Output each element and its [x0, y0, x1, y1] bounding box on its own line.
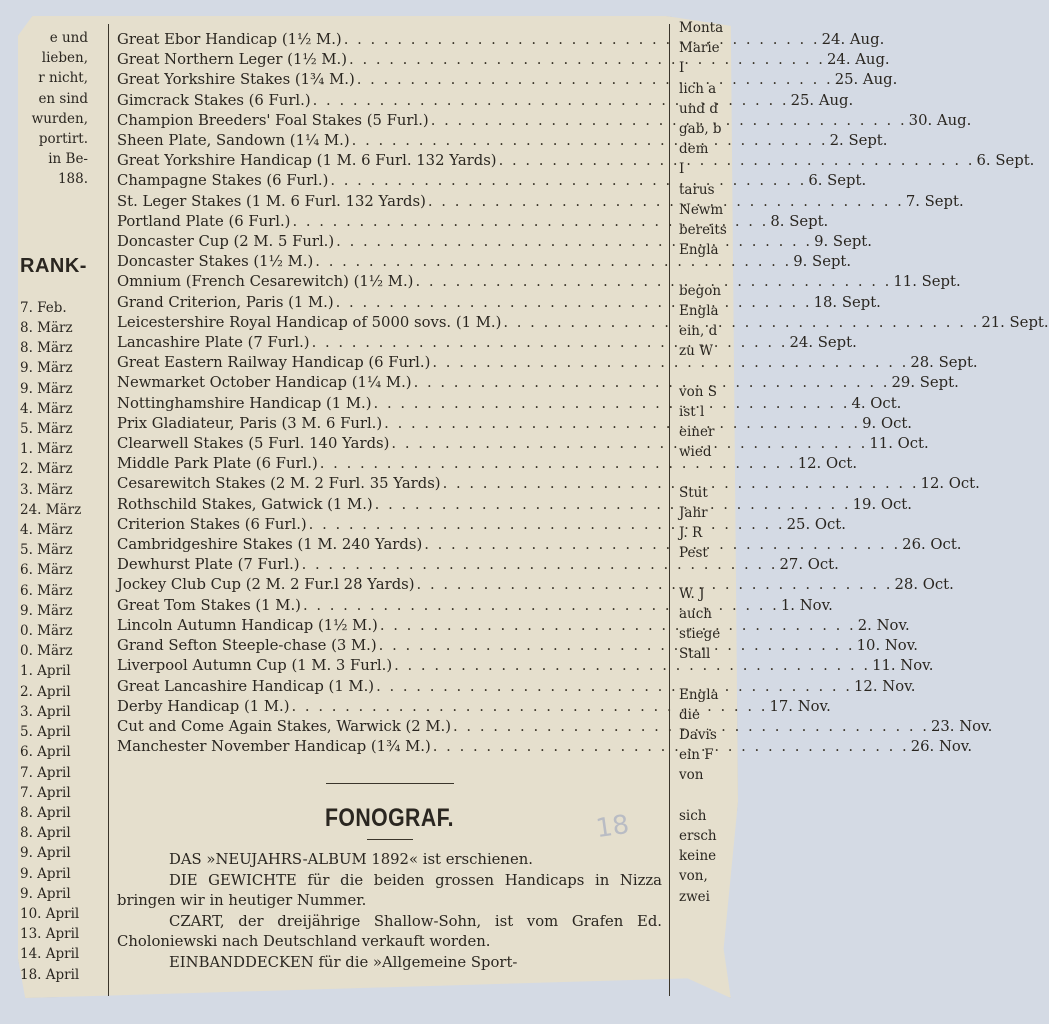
column-rule-left — [108, 24, 109, 996]
right-text-fragment: ist l — [679, 403, 705, 420]
left-date-entry: 7. April — [20, 764, 71, 781]
right-text-fragment: Monta — [679, 20, 724, 36]
left-date-entry: 2. April — [20, 683, 71, 700]
dot-leader — [499, 151, 975, 171]
right-text-fragment: Stall — [679, 646, 711, 663]
race-date: 25. Oct. — [786, 515, 846, 533]
left-date-entry: 9. März — [20, 602, 73, 619]
left-date-entry: 18. April — [20, 966, 80, 983]
race-date: 9. Sept. — [814, 233, 872, 251]
right-text-fragment — [679, 260, 731, 280]
left-date-entry: 8. April — [20, 825, 71, 842]
left-date-entry: 6. April — [20, 744, 71, 761]
right-text-fragment: Stut — [679, 484, 708, 501]
right-text-fragment: Pest — [679, 545, 708, 562]
left-text-fragment: portirt. — [38, 131, 88, 148]
race-date: 2. Nov. — [857, 616, 910, 634]
right-text-fragment: begon — [679, 282, 722, 299]
section-title: FONOGRAF. — [325, 804, 454, 833]
left-text-fragment: lieben, — [41, 50, 88, 67]
left-date-entry: 9. April — [20, 845, 71, 862]
race-date: 27. Oct. — [779, 556, 839, 574]
race-name: Doncaster Cup (2 M. 5 Furl.) — [117, 233, 335, 251]
race-name: Great Northern Leger (1½ M.) — [117, 51, 348, 69]
race-row — [117, 454, 858, 474]
right-text-fragment: die — [679, 706, 700, 723]
right-text-fragment: wied — [679, 444, 712, 461]
race-name: Grand Sefton Steeple-chase (3 M.) — [117, 637, 377, 655]
race-name: Liverpool Autumn Cup (1 M. 3 Furl.) — [117, 657, 393, 675]
race-name: Champagne Stakes (6 Furl.) — [117, 172, 329, 190]
news-paragraph: DIE GEWICHTE für die beiden grossen Handicaps in Nizza bringen wir in heutiger Nummer. — [117, 871, 662, 910]
dot-leader — [391, 434, 867, 454]
left-column — [20, 28, 108, 985]
section-title-rule — [367, 839, 413, 840]
race-date: 18. Sept. — [813, 293, 881, 311]
race-date: 28. Oct. — [894, 576, 954, 594]
race-date: 12. Oct. — [920, 475, 980, 493]
race-name: Gimcrack Stakes (6 Furl.) — [117, 91, 311, 109]
race-date: 10. Nov. — [856, 637, 919, 655]
left-date-entry: 7. Feb. — [20, 299, 67, 316]
race-date: 7. Sept. — [905, 192, 964, 210]
race-name: Rothschild Stakes, Gatwick (1 M.) — [117, 495, 373, 513]
left-date-entry: 24. März — [20, 501, 82, 518]
right-text-fragment — [679, 361, 731, 381]
right-text-fragment: von, — [679, 868, 708, 885]
race-date: 25. Aug. — [834, 71, 898, 89]
right-text-fragment — [679, 462, 731, 482]
dot-leader — [379, 636, 855, 656]
left-date-entry: 13. April — [20, 926, 80, 943]
right-text-fragment: I — [679, 161, 685, 178]
rank-heading-fragment: RANK- — [20, 254, 87, 277]
race-name: Great Eastern Railway Handicap (6 Furl.) — [117, 354, 431, 372]
race-name: Leicestershire Royal Handicap of 5000 sovs. (1 M.) — [117, 313, 502, 331]
dot-leader — [394, 656, 870, 676]
right-text-fragment: zwei — [679, 888, 710, 905]
left-text-fragments — [20, 28, 108, 190]
race-name: Portland Plate (6 Furl.) — [117, 212, 291, 230]
race-date: 9. Oct. — [862, 414, 913, 432]
right-text-fragment — [679, 786, 731, 806]
left-date-entry: 5. März — [20, 421, 73, 438]
dot-leader — [336, 232, 812, 252]
dot-leader — [349, 50, 825, 70]
news-paragraph: CZART, der dreijährige Shallow-Sohn, ist vom Grafen Ed. Choloniewski nach Deutschland verkauft worden. — [117, 912, 662, 951]
left-text-fragment: wurden, — [31, 110, 88, 127]
right-text-fragment: lich a — [679, 80, 717, 97]
right-text-fragment: von S — [679, 383, 717, 400]
race-name: Great Yorkshire Stakes (1¾ M.) — [117, 71, 355, 89]
left-text-fragment: r nicht, — [38, 70, 88, 87]
race-name: Cesarewitch Stakes (2 M. 2 Furl. 35 Yards) — [117, 475, 441, 493]
left-date-entry: 8. April — [20, 804, 71, 821]
race-name: Derby Handicap (1 M.) — [117, 697, 290, 715]
left-date-entry: 9. März — [20, 360, 73, 377]
dot-leader — [336, 293, 812, 313]
right-text-fragment: dem — [679, 141, 709, 158]
dot-leader — [352, 131, 828, 151]
right-text-fragment: J. R — [679, 525, 703, 542]
dot-leader — [376, 677, 852, 697]
race-name: Dewhurst Plate (7 Furl.) — [117, 556, 300, 574]
left-date-entry: 9. April — [20, 885, 71, 902]
race-name: Middle Park Plate (6 Furl.) — [117, 455, 318, 473]
right-text-fragment: Marie — [679, 40, 720, 57]
race-date: 9. Sept. — [793, 253, 852, 271]
right-text-fragment: Engla — [679, 302, 719, 319]
dot-leader — [503, 313, 979, 333]
race-name: Great Tom Stakes (1 M.) — [117, 596, 301, 614]
pencil-annotation: 18 — [594, 809, 632, 845]
dot-leader — [344, 30, 820, 50]
left-date-entry: 2. März — [20, 461, 73, 478]
left-date-entry: 4. März — [20, 522, 73, 539]
race-date: 25. Aug. — [790, 91, 854, 109]
left-date-entry: 3. April — [20, 703, 71, 720]
news-paragraph: EINBANDDECKEN für die »Allgemeine Sport- — [169, 953, 518, 971]
race-name: Lincoln Autumn Handicap (1½ M.) — [117, 616, 378, 634]
race-date: 1. Nov. — [780, 596, 833, 614]
dot-leader — [375, 495, 851, 515]
race-name: Jockey Club Cup (2 M. 2 Fur.l 28 Yards) — [117, 576, 415, 594]
right-text-fragment: Davis — [679, 727, 717, 744]
left-date-entry: 0. März — [20, 643, 73, 660]
left-date-entry: 7. April — [20, 784, 71, 801]
right-text-fragment: Engla — [679, 686, 719, 703]
dot-leader — [431, 111, 907, 131]
race-row — [117, 656, 934, 676]
race-date: 30. Aug. — [908, 111, 972, 129]
race-name: Grand Criterion, Paris (1 M.) — [117, 293, 334, 311]
race-date: 12. Nov. — [854, 677, 916, 695]
right-text-fragment: von — [679, 767, 704, 784]
right-column-fragments — [679, 18, 731, 907]
right-text-fragment: auch — [679, 605, 712, 622]
race-date: 23. Nov. — [930, 717, 993, 735]
right-text-fragment: Engla — [679, 242, 719, 259]
right-text-fragment: zu W — [679, 343, 713, 360]
right-text-fragment: sich — [679, 807, 707, 824]
right-text-fragment: einer — [679, 424, 715, 441]
race-date: 11. Nov. — [872, 657, 934, 675]
race-date: 24. Aug. — [821, 31, 885, 48]
left-date-entry: 1. März — [20, 441, 73, 458]
race-name: Newmarket October Handicap (1¼ M.) — [117, 374, 412, 392]
right-text-fragment: ersch — [679, 828, 717, 845]
dot-leader — [380, 616, 856, 636]
right-text-fragment: ein F — [679, 747, 714, 764]
dot-leader — [414, 373, 890, 393]
race-name: Great Ebor Handicap (1½ M.) — [117, 31, 342, 48]
race-name: Criterion Stakes (6 Furl.) — [117, 515, 307, 533]
race-date: 17. Nov. — [769, 697, 831, 715]
right-text-fragment: keine — [679, 848, 717, 865]
left-text-fragment: e und — [49, 30, 88, 46]
race-date: 2. Sept. — [829, 132, 888, 150]
right-text-fragment: I — [679, 60, 685, 77]
right-text-fragment: Jahr — [679, 504, 708, 521]
race-row — [117, 50, 890, 70]
race-date: 26. Oct. — [902, 536, 962, 554]
race-name: Cambridgeshire Stakes (1 M. 240 Yards) — [117, 536, 423, 554]
left-date-entry: 6. März — [20, 562, 73, 579]
right-text-fragment: gab, b — [679, 121, 722, 138]
dot-leader — [415, 272, 891, 292]
right-text-fragment: W. J — [679, 585, 705, 602]
left-text-fragment: en sind — [38, 90, 88, 107]
dot-leader — [374, 394, 850, 414]
race-date: 26. Nov. — [910, 738, 973, 756]
race-name: Clearwell Stakes (5 Furl. 140 Yards) — [117, 435, 390, 453]
race-name: Great Lancashire Handicap (1 M.) — [117, 677, 375, 695]
race-row — [117, 353, 978, 373]
right-text-fragment: und d — [679, 100, 718, 117]
left-date-entry: 10. April — [20, 905, 80, 922]
left-date-list — [20, 298, 108, 985]
left-date-entry: 5. April — [20, 724, 71, 741]
race-name: Champion Breeders' Foal Stakes (5 Furl.) — [117, 111, 429, 129]
section-divider — [326, 783, 454, 784]
right-text-fragment: tarus — [679, 181, 715, 198]
race-date: 29. Sept. — [891, 374, 959, 392]
dot-leader — [357, 70, 833, 90]
race-name: Lancashire Plate (7 Furl.) — [117, 334, 310, 352]
left-date-entry: 8. März — [20, 340, 73, 357]
right-text-fragment — [679, 563, 731, 583]
race-date: 24. Sept. — [789, 334, 857, 352]
race-row — [117, 151, 1035, 171]
race-name: St. Leger Stakes (1 M. 6 Furl. 132 Yards) — [117, 192, 426, 210]
race-name: Sheen Plate, Sandown (1¼ M.) — [117, 132, 350, 150]
race-date: 11. Sept. — [893, 273, 961, 291]
news-paragraph: DAS »NEUJAHRS-ALBUM 1892« ist erschienen. — [169, 851, 533, 869]
race-name: Doncaster Stakes (1½ M.) — [117, 253, 314, 271]
race-row — [117, 555, 839, 575]
right-text-fragment: ein, d — [679, 323, 718, 340]
dot-leader — [433, 737, 909, 757]
left-date-entry: 9. April — [20, 865, 71, 882]
dot-leader — [417, 575, 893, 595]
race-name: Prix Gladiateur, Paris (3 M. 6 Furl.) — [117, 414, 383, 432]
race-name: Manchester November Handicap (1¾ M.) — [117, 738, 431, 756]
left-date-entry: 4. März — [20, 400, 73, 417]
left-date-entry: 3. März — [20, 481, 73, 498]
left-date-entry: 5. März — [20, 542, 73, 559]
race-date: 6. Sept. — [808, 172, 867, 190]
left-date-entry: 1. April — [20, 663, 71, 680]
race-name: Nottinghamshire Handicap (1 M.) — [117, 394, 372, 412]
race-date: 28. Sept. — [910, 354, 978, 372]
dot-leader — [384, 414, 860, 434]
race-date: 4. Oct. — [851, 394, 902, 412]
race-name: Great Yorkshire Handicap (1 M. 6 Furl. 132 Yards) — [117, 152, 497, 170]
left-text-fragment: 188. — [57, 171, 88, 188]
right-text-fragment: bereits — [679, 222, 727, 239]
left-date-entry: 8. März — [20, 320, 73, 337]
race-date: 19. Oct. — [852, 495, 912, 513]
race-date: 21. Sept. — [981, 313, 1049, 331]
race-date: 11. Oct. — [869, 435, 929, 453]
left-date-entry: 0. März — [20, 623, 73, 640]
dot-leader — [428, 192, 904, 212]
race-date: 6. Sept. — [976, 152, 1035, 170]
dot-leader — [424, 535, 900, 555]
right-text-fragment — [679, 664, 731, 684]
right-text-fragment: stiege — [679, 626, 721, 643]
race-date: 8. Sept. — [770, 212, 829, 230]
race-name: Cut and Come Again Stakes, Warwick (2 M.) — [117, 717, 452, 735]
right-text-fragment: Newm — [679, 201, 724, 218]
race-row — [117, 252, 852, 272]
dot-leader — [330, 171, 806, 191]
left-text-fragment: in Be- — [48, 151, 88, 168]
left-date-entry: 9. März — [20, 380, 73, 397]
race-date: 24. Aug. — [827, 51, 890, 69]
dot-leader — [432, 353, 908, 373]
left-date-entry: 14. April — [20, 946, 80, 963]
race-date: 12. Oct. — [797, 455, 858, 473]
race-name: Omnium (French Cesarewitch) (1½ M.) — [117, 273, 414, 291]
left-date-entry: 6. März — [20, 582, 73, 599]
